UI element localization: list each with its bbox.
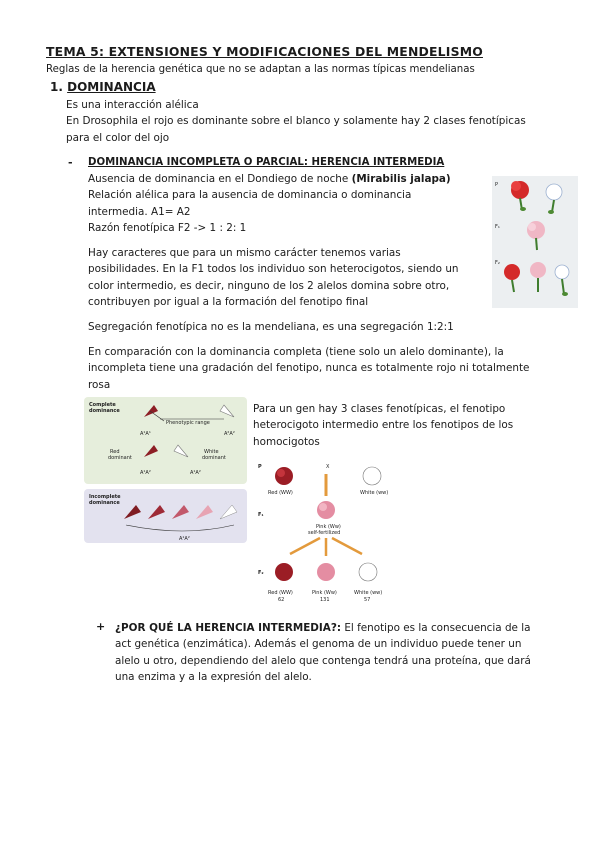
pink-label: Pink (Ww) [316, 524, 341, 530]
text-line: act genética (enzimática). Además el genoma de un individuo puede tener un [115, 638, 522, 651]
section-heading [50, 80, 156, 94]
f2-red-count: 62 [278, 597, 285, 603]
white-flower-icon [363, 467, 381, 485]
text-line: Razón fenotípica F2 -> 1 : 2: 1 [88, 222, 247, 235]
text-line: contribuyen por igual a la formación del fenotipo final [88, 296, 369, 309]
p-label: P [258, 464, 262, 470]
text-line: Ausencia de dominancia en el Dondiego de noche (Mirabilis jalapa) [88, 173, 451, 185]
text-line: Relación alélica para la ausencia de dominancia o dominancia [88, 189, 412, 202]
figure-label-p: P [495, 182, 499, 188]
text-line: posibilidades. En la F1 todos los individuo son heterocigotos, siendo un [88, 263, 459, 276]
phenotypic-range-label: Phenotypic range [166, 420, 210, 426]
genotype-label: A¹A² [179, 536, 190, 542]
white-dominant-label: White [204, 449, 219, 455]
text-line: Hay caracteres que para un mismo carácter tenemos varias [88, 247, 401, 259]
f2-red-flower-icon [275, 563, 293, 581]
f2-pink-count: 131 [320, 597, 330, 603]
text-line: intermedia. A1= A2 [88, 205, 191, 218]
text-line: una enzima y a la expresión del alelo. [115, 671, 312, 684]
section-title: DOMINANCIA [67, 80, 156, 94]
text-line: incompleta tiene una gradación del fenotipo, nunca es totalmente rojo ni totalmente [88, 362, 530, 375]
why-heading: ¿POR QUÉ LA HERENCIA INTERMEDIA?: [115, 622, 342, 634]
text-line: alelo u otro, dependiendo del alelo que contenga tendrá una proteína, que dará [115, 654, 531, 667]
genotype-label: A¹A¹ [140, 431, 151, 437]
cross-x: X [326, 464, 330, 470]
text-line: heterocigoto intermedio entre los fenotipos de los [253, 419, 514, 432]
self-fert-label: self-fertilized [308, 530, 341, 536]
subsection-intro [88, 171, 451, 237]
f2-label: F₂ [258, 570, 264, 576]
arrows-f2 [290, 538, 362, 556]
figure-label-f2: F₂ [495, 260, 500, 266]
incomplete-title-line: Incomplete [89, 494, 121, 500]
incomplete-dominance-figure [84, 489, 247, 543]
f2-red-label: Red (WW) [268, 590, 293, 596]
text-line: homocigotos [253, 435, 320, 448]
f2-pink-label: Pink (Ww) [312, 590, 337, 596]
red-ww-label: Red (WW) [268, 490, 293, 496]
genotype-label: A¹A² [190, 470, 201, 476]
flower-gradient-row [124, 505, 237, 519]
section-text [66, 97, 526, 146]
figure-label-f1: F₁ [495, 224, 500, 230]
genotype-label: A¹A² [140, 470, 151, 476]
text-line: rosa [88, 378, 111, 391]
paragraph-segregation: Segregación fenotípica no es la mendeliana, es una segregación 1:2:1 [88, 321, 454, 333]
f2-white-count: 57 [364, 597, 371, 603]
page-subtitle: Reglas de la herencia genética que no se adaptan a las normas típicas mendelianas [46, 64, 475, 75]
paragraph-comparison [88, 344, 529, 393]
bracket [126, 525, 234, 531]
red-flower-icon [275, 467, 293, 485]
page-title: TEMA 5: EXTENSIONES Y MODIFICACIONES DEL MENDELISMO [46, 44, 483, 59]
f2-pink-flower-icon [530, 262, 546, 292]
f2-white-flower-icon [555, 265, 569, 296]
red-dominant-label: dominant [108, 455, 132, 461]
f2-white-flower-icon [359, 563, 377, 581]
paragraph-f1 [88, 245, 459, 311]
mirabilis-figure [492, 176, 578, 308]
text-line: Es una interacción alélica [66, 99, 199, 111]
white-flower-icon [174, 445, 188, 457]
f2-white-label: White (ww) [354, 590, 383, 596]
f2-red-flower-icon [504, 264, 520, 292]
white-dominant-label: dominant [202, 455, 226, 461]
white-ww-label: White (ww) [360, 490, 389, 496]
red-flower-icon [511, 181, 529, 211]
dash-bullet: - [68, 156, 73, 169]
text-line: En Drosophila el rojo es dominante sobre el blanco y solamente hay 2 clases fenotípicas [66, 115, 526, 128]
red-flower-icon [144, 445, 158, 457]
white-flower-icon [220, 405, 234, 417]
genotype-label: A²A² [224, 431, 235, 437]
why-paragraph [115, 620, 531, 686]
species-name: (Mirabilis jalapa) [351, 173, 451, 185]
pink-flower-icon [317, 501, 335, 519]
f1-label: F₁ [258, 512, 264, 518]
text-line: color intermedio, es decir, ninguno de los 2 alelos domina sobre otro, [88, 279, 450, 292]
text-line: Para un gen hay 3 clases fenotípicas, el fenotipo [253, 403, 506, 415]
f2-pink-flower-icon [317, 563, 335, 581]
cross-diagram [254, 458, 398, 608]
red-dominant-label: Red [110, 449, 120, 455]
plus-bullet: + [96, 620, 106, 633]
text-line: para el color del ojo [66, 131, 170, 144]
complete-dominance-figure [84, 397, 247, 484]
pink-flower-icon [527, 221, 545, 250]
paragraph-three-classes [253, 401, 513, 450]
complete-title-line: Complete [89, 402, 116, 408]
complete-title-line: dominance [89, 408, 120, 414]
text-line: ¿POR QUÉ LA HERENCIA INTERMEDIA?: El fenotipo es la consecuencia de la [115, 622, 531, 634]
red-flower-icon [144, 405, 164, 421]
incomplete-title-line: dominance [89, 500, 120, 506]
white-flower-icon [546, 184, 562, 214]
text-line: En comparación con la dominancia completa (tiene solo un alelo dominante), la [88, 346, 504, 358]
section-number: 1. [50, 80, 63, 94]
subsection-title: DOMINANCIA INCOMPLETA O PARCIAL: HERENCIA INTERMEDIA [88, 157, 445, 168]
